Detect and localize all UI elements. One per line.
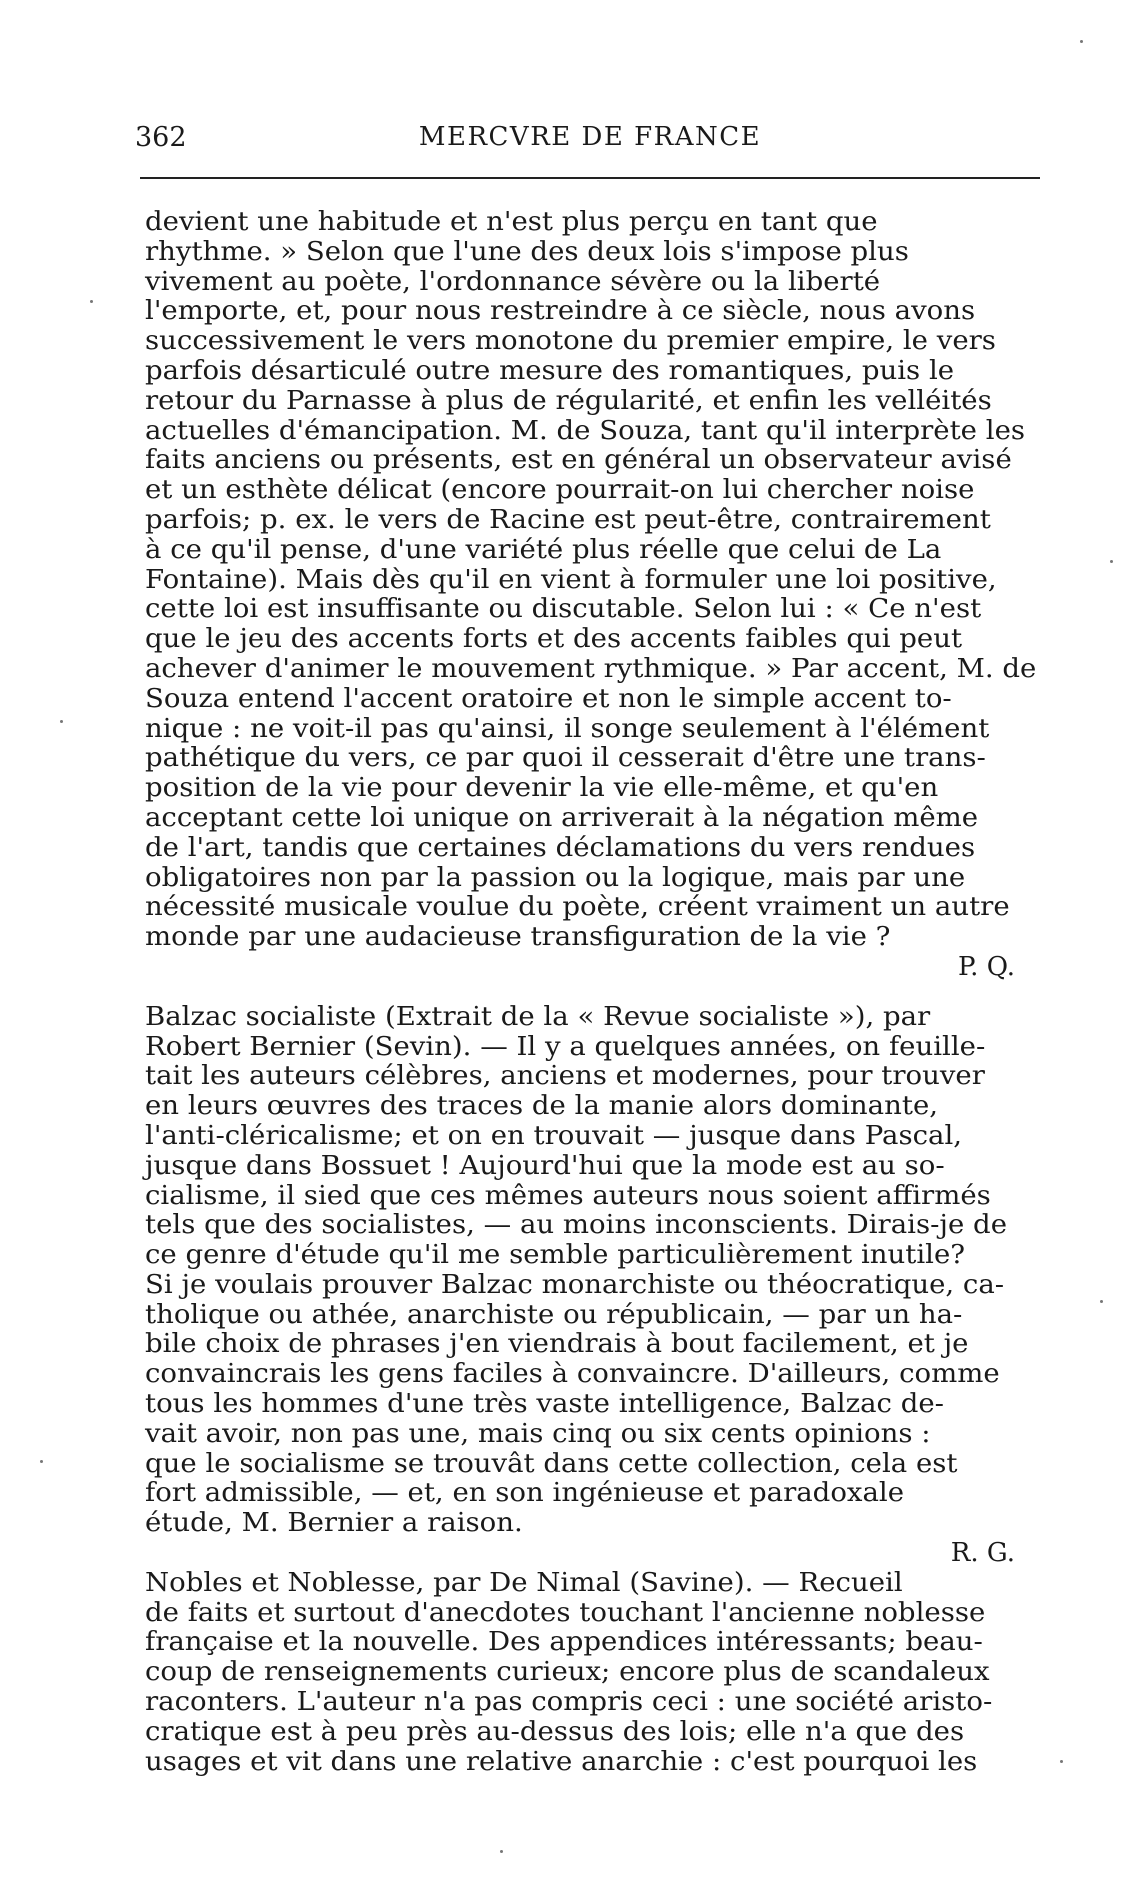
- text-line: tels que des socialistes, — au moins inconscients. Dirais-je de: [145, 1210, 1008, 1241]
- text-line: Robert Bernier (Sevin). — Il y a quelques années, on feuille-: [145, 1031, 986, 1062]
- text-line: Nobles et Noblesse, par De Nimal (Savine). — Recueil: [145, 1567, 903, 1598]
- text-line: que le socialisme se trouvât dans cette collection, cela est: [145, 1448, 958, 1479]
- running-title: MERCVRE DE FRANCE: [418, 122, 762, 152]
- text-line: l'emporte, et, pour nous restreindre à ce siècle, nous avons: [145, 296, 976, 327]
- review-section-balzac: [145, 1003, 1045, 1569]
- reviewer-signature: P. Q.: [957, 951, 1015, 982]
- text-line: pathétique du vers, ce par quoi il cesserait d'être une trans-: [145, 743, 986, 774]
- text-line: devient une habitude et n'est plus perçu en tant que: [145, 207, 878, 237]
- reviewer-signature: R. G.: [950, 1538, 1015, 1569]
- text-line: vivement au poète, l'ordonnance sévère ou la liberté: [145, 266, 881, 297]
- text-line: convaincrais les gens faciles à convaincre. D'ailleurs, comme: [145, 1359, 1000, 1390]
- text-line: actuelles d'émancipation. M. de Souza, tant qu'il interprète les: [145, 415, 1026, 446]
- review-section-noblesse: [145, 1569, 1045, 1778]
- text-line: et un esthète délicat (encore pourrait-on lui chercher noise: [145, 475, 975, 506]
- text-line: rhythme. » Selon que l'une des deux lois s'impose plus: [145, 236, 909, 267]
- review-section-souza: [145, 208, 1045, 983]
- text-line: en leurs œuvres des traces de la manie alors dominante,: [145, 1091, 939, 1122]
- text-line: que le jeu des accents forts et des accents faibles qui peut: [145, 624, 963, 655]
- text-line: française et la nouvelle. Des appendices intéressants; beau-: [145, 1627, 983, 1658]
- text-line: retour du Parnasse à plus de régularité, et enfin les velléités: [145, 385, 992, 416]
- text-line: jusque dans Bossuet ! Aujourd'hui que la mode est au so-: [145, 1150, 945, 1181]
- text-line: cratique est à peu près au-dessus des lois; elle n'a que des: [145, 1716, 965, 1747]
- text-line: usages et vit dans une relative anarchie : c'est pourquoi les: [145, 1746, 978, 1777]
- text-line: position de la vie pour devenir la vie elle-même, et qu'en: [145, 773, 939, 804]
- text-line: Si je voulais prouver Balzac monarchiste ou théocratique, ca-: [145, 1269, 1005, 1300]
- text-line: monde par une audacieuse transfiguration de la vie ?: [145, 922, 891, 953]
- text-line: étude, M. Bernier a raison.: [145, 1508, 523, 1539]
- header-rule: [140, 177, 1040, 179]
- text-line: parfois; p. ex. le vers de Racine est peut-être, contrairement: [145, 504, 991, 535]
- text-line: de faits et surtout d'anecdotes touchant l'ancienne noblesse: [145, 1597, 986, 1628]
- text-line: cialisme, il sied que ces mêmes auteurs nous soient affirmés: [145, 1180, 991, 1211]
- text-line: vait avoir, non pas une, mais cinq ou six cents opinions :: [145, 1418, 931, 1449]
- text-line: bile choix de phrases j'en viendrais à bout facilement, et je: [145, 1329, 969, 1360]
- text-line: raconters. L'auteur n'a pas compris ceci : une société aristo-: [145, 1687, 993, 1718]
- text-line: obligatoires non par la passion ou la logique, mais par une: [145, 862, 966, 893]
- text-line: successivement le vers monotone du premier empire, le vers: [145, 326, 996, 357]
- text-line: tholique ou athée, anarchiste ou républicain, — par un ha-: [145, 1299, 963, 1330]
- text-line: tait les auteurs célèbres, anciens et modernes, pour trouver: [145, 1061, 985, 1092]
- text-line: fort admissible, — et, en son ingénieuse et paradoxale: [145, 1478, 905, 1509]
- text-line: ce genre d'étude qu'il me semble particulièrement inutile?: [145, 1240, 966, 1271]
- text-line: nique : ne voit-il pas qu'ainsi, il songe seulement à l'élément: [145, 713, 990, 744]
- text-line: Souza entend l'accent oratoire et non le simple accent to-: [145, 683, 952, 714]
- text-line: faits anciens ou présents, est en général un observateur avisé: [145, 445, 1012, 476]
- text-line: de l'art, tandis que certaines déclamations du vers rendues: [145, 832, 976, 863]
- body-text: [145, 208, 1045, 1777]
- text-line: tous les hommes d'une très vaste intelligence, Balzac de-: [145, 1389, 944, 1420]
- text-line: Balzac socialiste (Extrait de la « Revue socialiste »), par: [145, 1001, 931, 1032]
- text-line: cette loi est insuffisante ou discutable. Selon lui : « Ce n'est: [145, 594, 982, 625]
- text-line: à ce qu'il pense, d'une variété plus réelle que celui de La: [145, 534, 942, 565]
- text-line: parfois désarticulé outre mesure des romantiques, puis le: [145, 355, 955, 386]
- text-line: l'anti-cléricalisme; et on en trouvait — jusque dans Pascal,: [145, 1120, 963, 1151]
- text-line: acceptant cette loi unique on arriverait à la négation même: [145, 802, 979, 833]
- text-line: coup de renseignements curieux; encore plus de scandaleux: [145, 1657, 990, 1688]
- text-line: Fontaine). Mais dès qu'il en vient à formuler une loi positive,: [145, 564, 997, 595]
- text-line: achever d'animer le mouvement rythmique. » Par accent, M. de: [145, 653, 1037, 684]
- text-line: nécessité musicale voulue du poète, créent vraiment un autre: [145, 892, 1010, 923]
- page-number: 362: [135, 122, 187, 153]
- page-header: [135, 122, 1045, 162]
